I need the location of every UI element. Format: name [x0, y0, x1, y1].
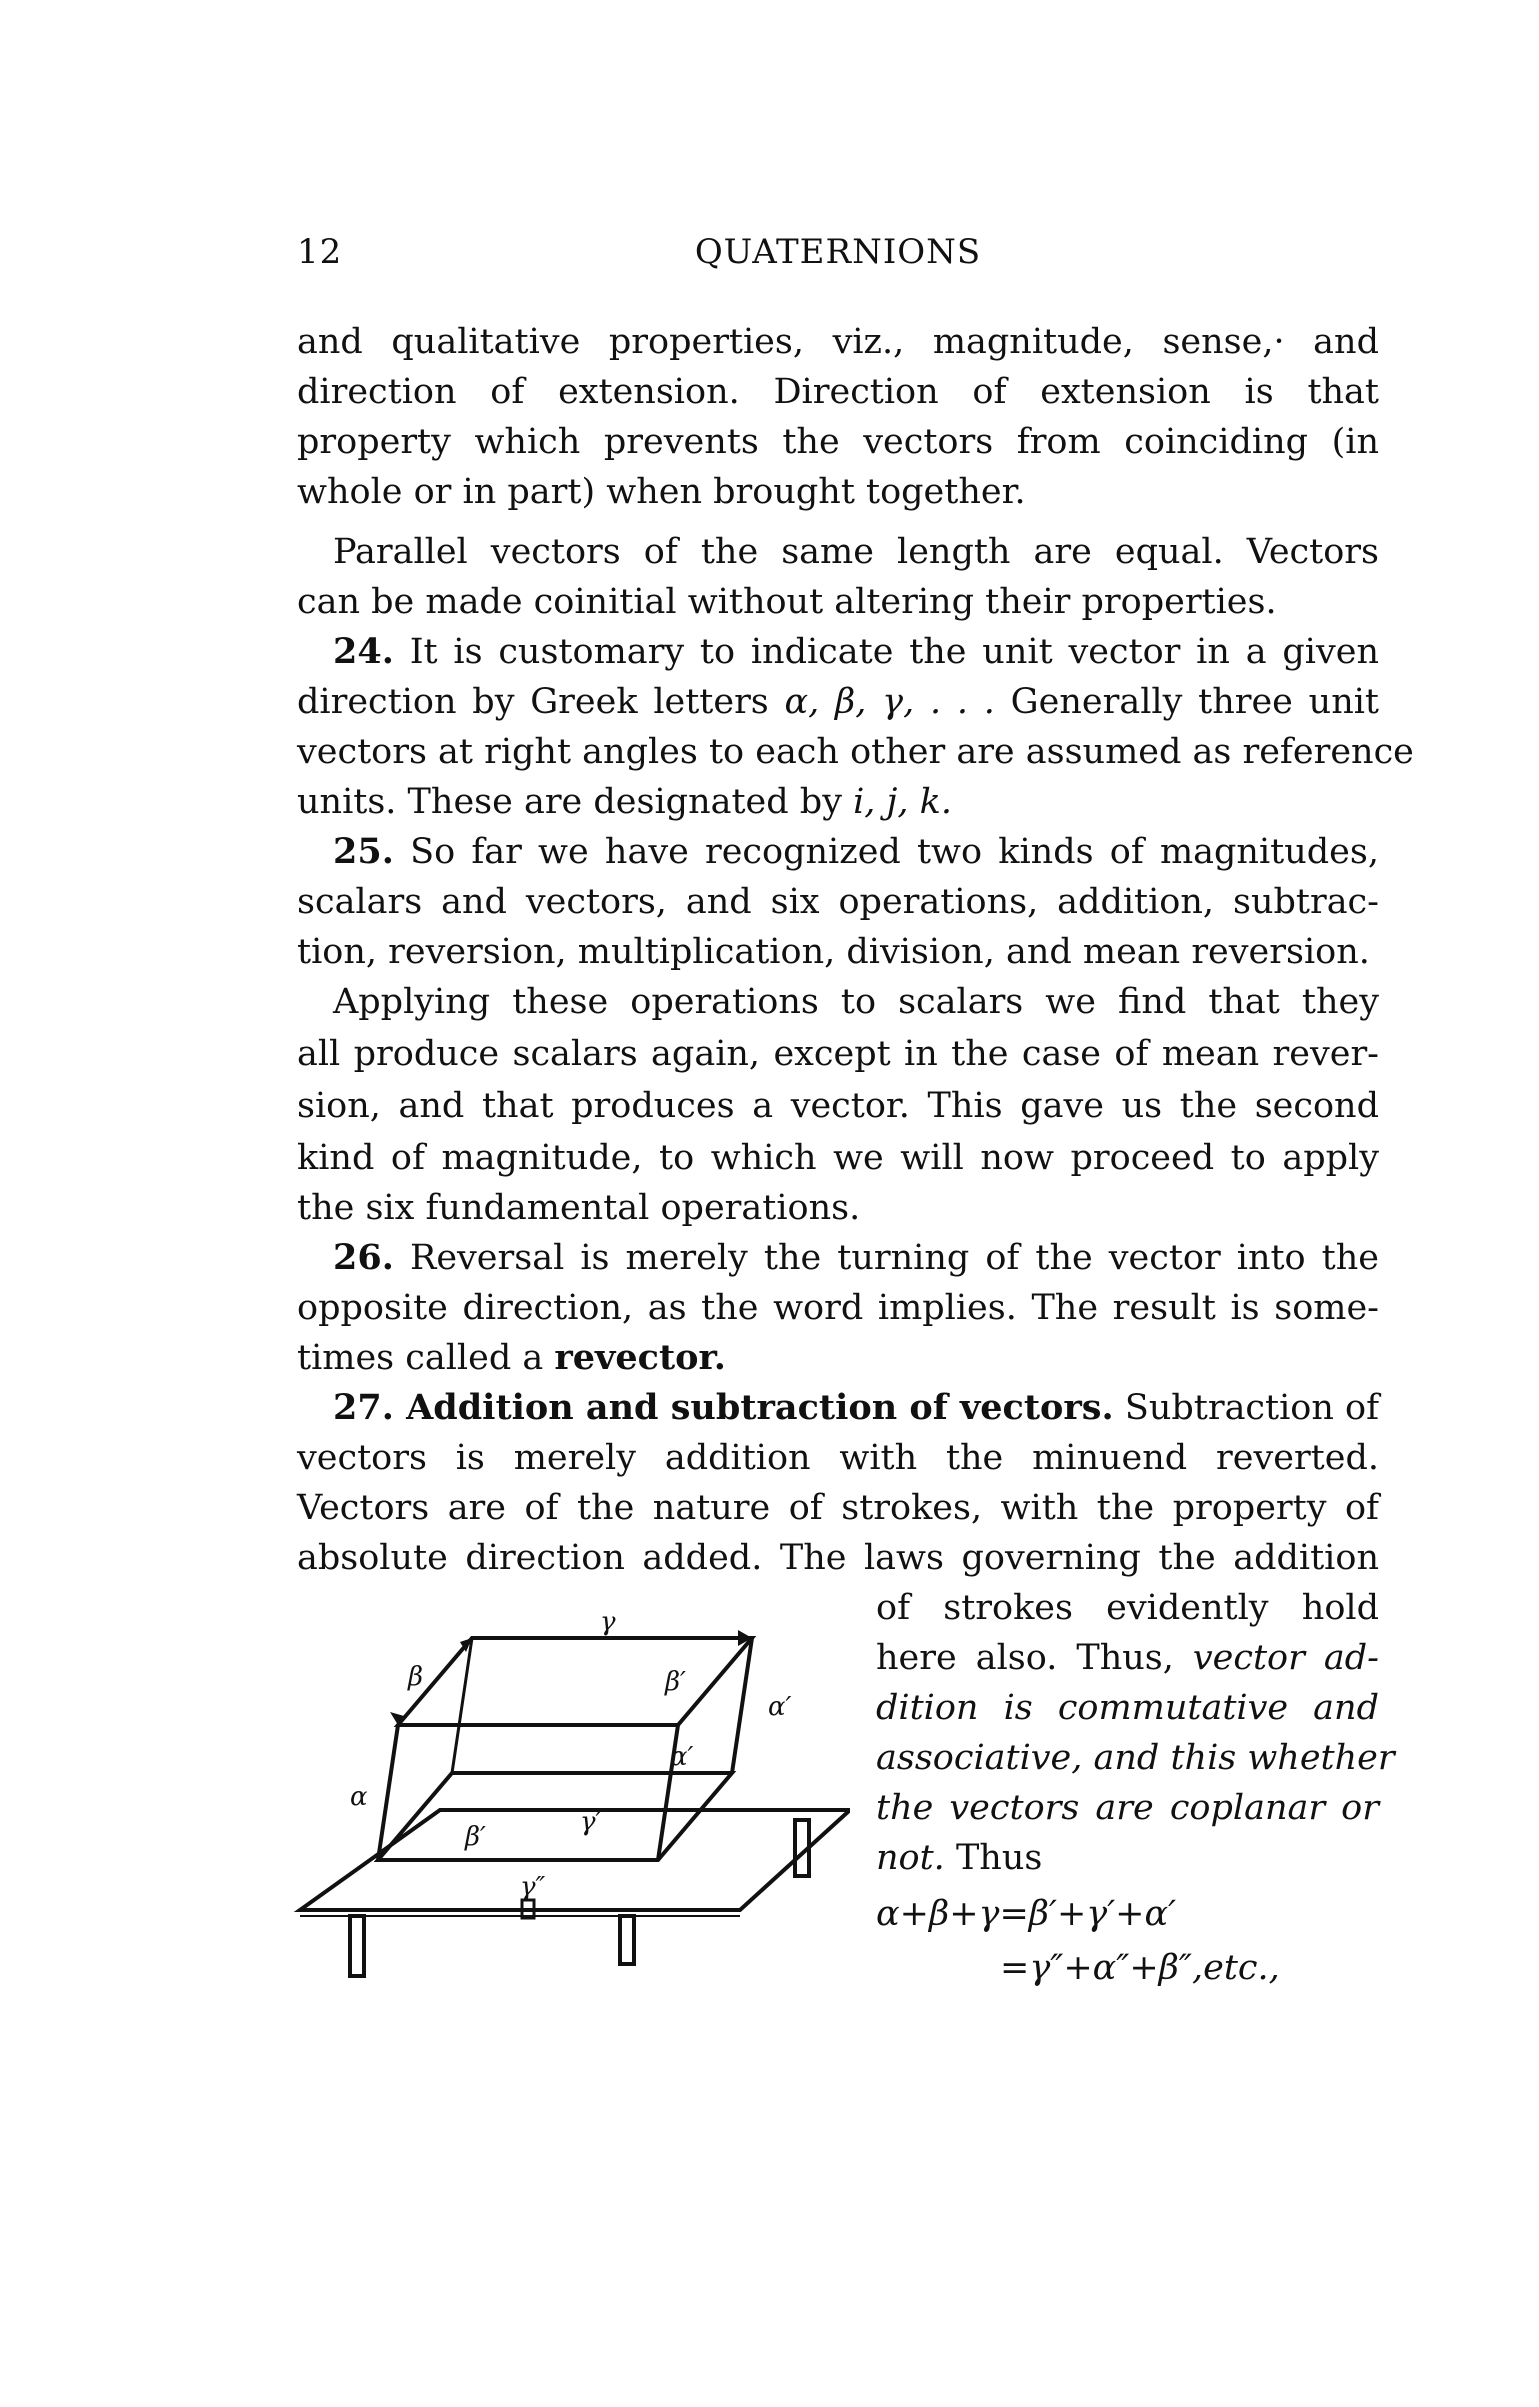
text-line: tion, reversion, multiplication, division, and mean reversion. — [297, 932, 1370, 972]
text-line: times called a revector. — [297, 1337, 726, 1378]
formula-line: α+β+γ=β′+γ′+α′ — [876, 1894, 1177, 1934]
figure-label: γ — [600, 1610, 616, 1637]
figure-label: α — [350, 1782, 368, 1812]
text-line: not. Thus — [876, 1838, 1043, 1878]
formula-line: =γ″+α″+β″,etc., — [1000, 1948, 1280, 1988]
figure-label: β — [408, 1662, 424, 1692]
figure-label: γ′ — [580, 1807, 602, 1837]
section-27-line: 27. Addition and subtraction of vectors. Subtraction of — [333, 1387, 1380, 1428]
text-line: Applying these operations to scalars we find that they — [333, 982, 1379, 1022]
text-line: whole or in part) when brought together. — [297, 472, 1026, 512]
section-number: 25. — [333, 831, 394, 872]
section-24-line: 24. It is customary to indicate the unit vector in a given — [333, 631, 1379, 672]
text-line: associative, and this whether — [876, 1738, 1395, 1778]
defined-term: revector. — [554, 1337, 726, 1378]
figure-label: β′ — [465, 1822, 486, 1852]
vector-addition-figure — [290, 1610, 850, 2090]
text-line: of strokes evidently hold — [876, 1588, 1379, 1628]
text-line: direction by Greek letters α, β, γ, . . . Generally three unit — [297, 682, 1379, 722]
text-line: property which prevents the vectors from coinciding (in — [297, 422, 1379, 462]
page-number: 12 — [297, 232, 343, 272]
text-line: sion, and that produces a vector. This gave us the second — [297, 1086, 1379, 1126]
text-line: can be made coinitial without altering their properties. — [297, 582, 1277, 622]
text-line: the six fundamental operations. — [297, 1188, 861, 1228]
greek-letters: α, β, γ, . . . — [784, 682, 995, 722]
text-line: direction of extension. Direction of extension is that — [297, 372, 1379, 412]
figure-label: β′ — [665, 1667, 686, 1697]
page-header — [297, 232, 1379, 278]
text-line: all produce scalars again, except in the case of mean rever- — [297, 1034, 1379, 1074]
text-line: the vectors are coplanar or — [876, 1788, 1379, 1828]
unit-vectors: i, j, k. — [853, 782, 952, 822]
text-line: units. These are designated by i, j, k. — [297, 782, 952, 822]
text-line: here also. Thus, vector ad- — [876, 1638, 1379, 1678]
text-line: opposite direction, as the word implies. The result is some- — [297, 1288, 1379, 1328]
text-line: kind of magnitude, to which we will now proceed to apply — [297, 1138, 1379, 1178]
figure-label: α′ — [670, 1742, 694, 1772]
figure-label: α′ — [768, 1692, 792, 1722]
text-line: vectors at right angles to each other are assumed as reference — [297, 732, 1414, 772]
section-number: 26. — [333, 1237, 394, 1278]
text-line: Parallel vectors of the same length are equal. Vectors — [333, 532, 1379, 572]
text-line: Vectors are of the nature of strokes, with the property of — [297, 1488, 1379, 1528]
running-title: QUATERNIONS — [694, 232, 982, 272]
section-25-line: 25. So far we have recognized two kinds of magnitudes, — [333, 831, 1379, 872]
section-heading: 27. Addition and subtraction of vectors. — [333, 1387, 1114, 1428]
text-line: scalars and vectors, and six operations, addition, subtrac- — [297, 882, 1379, 922]
figure-label: γ″ — [520, 1872, 546, 1902]
section-number: 24. — [333, 631, 394, 672]
figure-svg — [290, 1610, 850, 2090]
box-top-face — [398, 1638, 752, 1725]
text-line: dition is commutative and — [876, 1688, 1379, 1728]
section-26-line: 26. Reversal is merely the turning of the vector into the — [333, 1237, 1379, 1278]
table-leg — [350, 1916, 364, 1976]
text-line: vectors is merely addition with the minuend reverted. — [297, 1438, 1379, 1478]
table-leg — [620, 1916, 634, 1964]
text-line: and qualitative properties, viz., magnitude, sense,· and — [297, 322, 1379, 362]
text-line: absolute direction added. The laws governing the addition — [297, 1538, 1379, 1578]
